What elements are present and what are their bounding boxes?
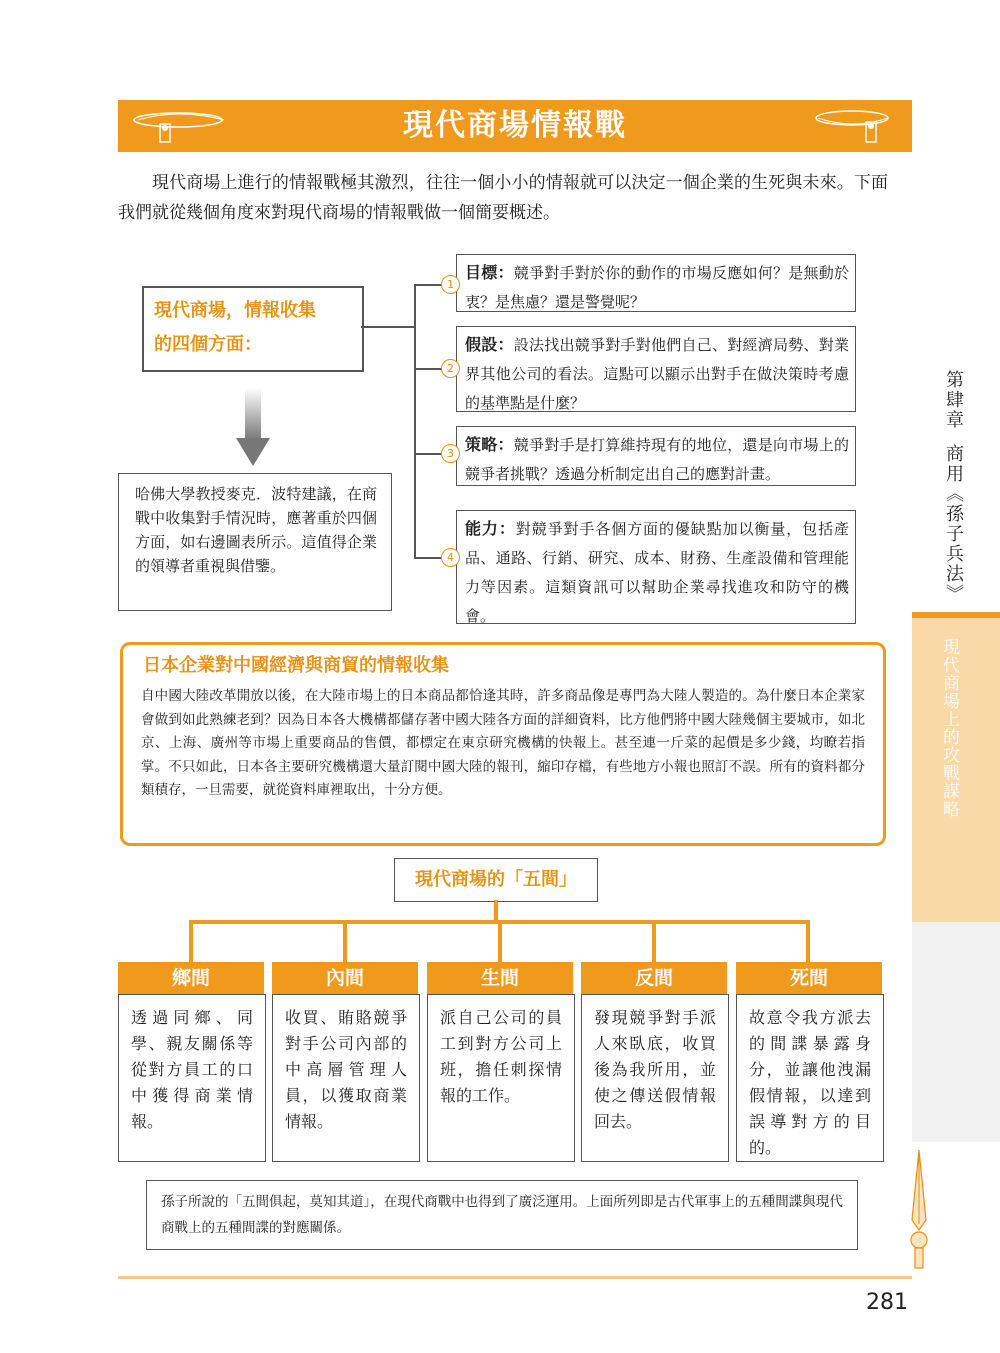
aspect-text: 競爭對手對於你的動作的市場反應如何？是無動於衷？是焦慮？還是警覺呢？ bbox=[465, 264, 849, 311]
porter-note-box bbox=[118, 473, 392, 611]
japan-info-box bbox=[120, 642, 886, 846]
spy-header-surviving: 生間 bbox=[427, 962, 573, 994]
number-badge: 2 bbox=[441, 359, 460, 378]
spy-header-doomed: 死間 bbox=[736, 962, 882, 994]
sunzi-quote-text: 孫子所說的「五間俱起，莫知其道」，在現代商戰中也得到了廣泛運用。上面所列即是古代軍事上的五種間諜與現代商戰上的五種間諜的對應關係。 bbox=[161, 1194, 843, 1236]
spy-box-surviving bbox=[427, 994, 575, 1162]
spy-box-doomed bbox=[736, 994, 884, 1162]
spy-description: 發現競爭對手派人來臥底，收買後為我所用，並使之傳送假情報回去。 bbox=[594, 1008, 716, 1131]
aspect-box-capability bbox=[456, 510, 856, 624]
aspect-text: 設法找出競爭對手對他們自己、對經濟局勢、對業界其他公司的看法。這點可以顯示出對手在做決策時考慮的基準點是什麼？ bbox=[465, 336, 849, 412]
japan-box-title: 日本企業對中國經濟與商貿的情報收集 bbox=[143, 655, 449, 676]
number-badge: 3 bbox=[441, 444, 460, 463]
title-banner bbox=[118, 100, 912, 152]
side-tab-chapter: 第肆章 bbox=[943, 370, 964, 430]
page-title: 現代商場情報戰 bbox=[403, 108, 627, 143]
tree-connector bbox=[498, 920, 502, 962]
aspect-text: 對競爭對手各個方面的優缺點加以衡量，包括產品、通路、行銷、研究、成本、財務、生產設備和管理能力等因素。這類資訊可以幫助企業尋找進攻和防守的機會。 bbox=[465, 520, 849, 625]
japan-box-body: 自中國大陸改革開放以後，在大陸市場上的日本商品都恰逢其時，許多商品像是專門為大陸人製造的。為什麼日本企業家會做到如此熟練老到？因為日本各大機構都儲存著中國大陸各方面的詳細資料，比方他們將中國大陸幾個主要城市，如北京、上海、廣州等市場上重要商品的售價，都標定在東京研究機構的快報上。甚至連一斤菜的起價是多少錢，均瞭若指掌。不只如此，日本各主要研究機構還大量訂閱中國大陸的報刊，縮印存檔，有些地方小報也照訂不誤。所有的資料都分類積存，一旦需要，就從資料庫裡取出，十分方便。 bbox=[141, 688, 865, 798]
spy-description: 透過同鄉、同學、親友關係等從對方員工的口中獲得商業情報。 bbox=[131, 1008, 253, 1131]
footer-rule bbox=[118, 1276, 912, 1279]
aspect-key: 假設： bbox=[465, 335, 514, 354]
side-tab-book-title: 商用《孫子兵法》 bbox=[943, 444, 964, 604]
number-badge: 1 bbox=[441, 275, 460, 294]
tree-connector bbox=[494, 900, 498, 922]
page-number: 281 bbox=[866, 1290, 908, 1315]
tree-connector bbox=[652, 920, 656, 962]
spy-header-inside: 內間 bbox=[272, 962, 418, 994]
spy-box-local bbox=[118, 994, 266, 1162]
connector-line bbox=[414, 368, 442, 370]
tree-connector bbox=[343, 920, 347, 962]
spy-box-converted bbox=[581, 994, 729, 1162]
aspect-box-strategy bbox=[456, 426, 856, 486]
connector-line bbox=[414, 557, 442, 559]
intro-paragraph: 現代商場上進行的情報戰極其激烈，往往一個小小的情報就可以決定一個企業的生死與未來。下面我們就從幾個角度來對現代商場的情報戰做一個簡要概述。 bbox=[118, 173, 888, 223]
aspect-key: 策略： bbox=[465, 435, 514, 454]
connector-line bbox=[361, 326, 415, 328]
aspect-key: 目標： bbox=[465, 263, 514, 282]
side-tab-section-label: 現代商場上的攻戰謀略 bbox=[939, 638, 959, 818]
four-aspects-title bbox=[154, 294, 354, 362]
tree-connector bbox=[189, 920, 193, 962]
arrow-down-icon bbox=[236, 388, 270, 468]
five-spies-title: 現代商場的「五間」 bbox=[415, 869, 577, 890]
spy-header-local: 鄉間 bbox=[118, 962, 264, 994]
aspect-text: 競爭對手是打算維持現有的地位，還是向市場上的競爭者挑戰？透過分析制定出自己的應對計畫。 bbox=[465, 436, 849, 483]
spy-header-converted: 反間 bbox=[581, 962, 727, 994]
spear-ornament-icon bbox=[904, 1150, 934, 1270]
spy-description: 派自己公司的員工到對方公司上班，擔任刺探情報的工作。 bbox=[440, 1008, 562, 1105]
porter-note-text: 哈佛大學教授麥克．波特建議，在商戰中收集對手情況時，應著重於四個方面，如右邊圖表所示。這值得企業的領導者重視與借鑒。 bbox=[135, 485, 377, 575]
number-badge: 4 bbox=[441, 548, 460, 567]
tree-connector bbox=[806, 920, 810, 962]
spy-description: 收買、賄賂競爭對手公司內部的中高層管理人員，以獲取商業情報。 bbox=[285, 1008, 407, 1131]
connector-line bbox=[414, 284, 416, 558]
connector-line bbox=[414, 453, 442, 455]
four-aspects-title-line2: 的四個方面： bbox=[154, 334, 262, 355]
four-aspects-title-box bbox=[142, 286, 364, 372]
side-tab bbox=[912, 340, 1000, 1140]
spy-description: 故意令我方派去的間諜暴露身分，並讓他洩漏假情報，以達到誤導對方的目的。 bbox=[749, 1008, 871, 1157]
aspect-box-goal bbox=[456, 254, 856, 312]
aspect-key: 能力： bbox=[465, 519, 516, 538]
ancient-weapon-right-icon bbox=[802, 106, 902, 144]
aspect-box-assumption bbox=[456, 326, 856, 412]
spy-box-inside bbox=[272, 994, 420, 1162]
five-spies-title-box bbox=[394, 858, 598, 902]
four-aspects-title-line1: 現代商場，情報收集 bbox=[154, 300, 316, 321]
connector-line bbox=[414, 284, 442, 286]
sunzi-quote-box bbox=[146, 1180, 858, 1250]
